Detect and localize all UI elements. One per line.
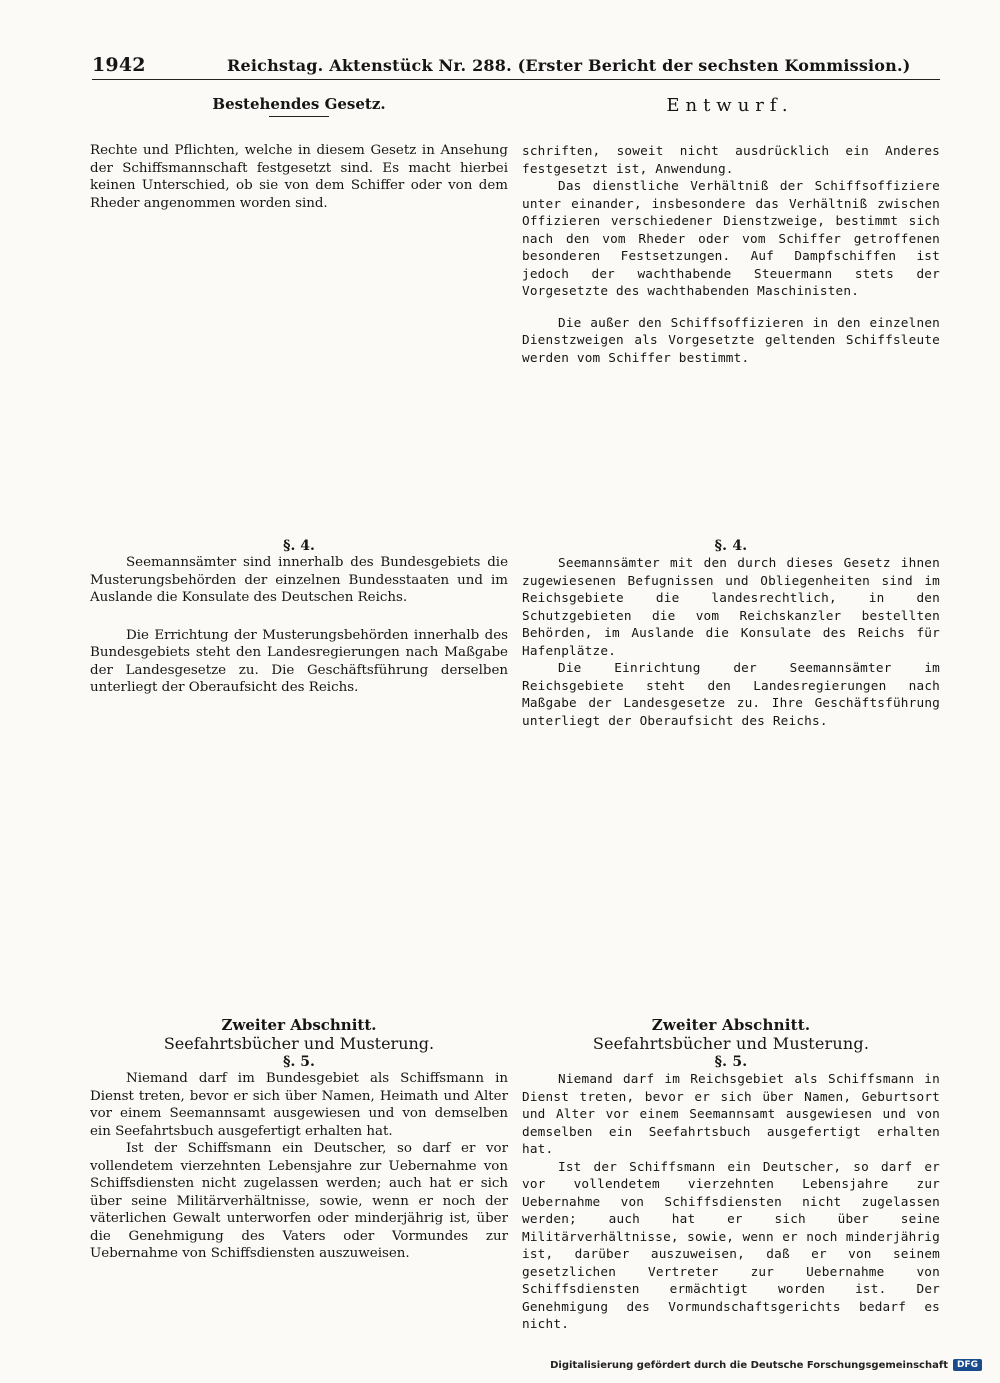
- left-s5-paragraph-2: Ist der Schiffsmann ein Deutscher, so darf er vor vollendetem vierzehnten Lebensjahre zur Uebernahme von Schiffsdiensten nicht zugelassen werden; auch hat er sich über seine Militärverhältnisse, sowie, wenn er noch der väterlichen Gewalt unterworfen oder minderjährig ist, über die Genehmigung des Vaters oder Vormundes zur Uebernahme von Schiffsdiensten auszuweisen.: [90, 1141, 508, 1261]
- page-header: [92, 48, 940, 78]
- dfg-logo-icon: DFG: [953, 1359, 982, 1371]
- left-s4-paragraph-2: Die Errichtung der Musterungsbehörden innerhalb des Bundesgebiets steht den Landesregierungen nach Maßgabe der Landesgesetze zu. Die Geschäftsführung derselben unterliegt der Oberaufsicht des Reichs.: [90, 627, 508, 695]
- right-s5-paragraph-1: Niemand darf im Reichsgebiet als Schiffsmann in Dienst treten, bevor er sich über Namen, Geburtsort und Alter vor einem Seemannsamt ausgewiesen und von demselben ein Seefahrtsbuch ausgefertigt erhalten hat.: [522, 1071, 940, 1156]
- right-section-subtitle: Seefahrtsbücher und Musterung.: [592, 1034, 870, 1053]
- left-s4-label: §. 4.: [283, 538, 315, 554]
- right-heading-text: Entwurf.: [666, 95, 794, 116]
- left-intro: [90, 142, 508, 212]
- left-s5-label: §. 5.: [283, 1054, 315, 1070]
- running-title: Reichstag. Aktenstück Nr. 288. (Erster Bericht der sechsten Kommission.): [227, 56, 911, 75]
- left-section-title: Zweiter Abschnitt.: [221, 1016, 377, 1034]
- page-number: 1942: [92, 54, 146, 76]
- right-s4-paragraph-1: Seemannsämter mit den durch dieses Gesetz ihnen zugewiesenen Befugnissen und Obliegenheiten sind im Reichsgebiete die landesrechtlich, in den Schutzgebieten die vom Reichskanzler bestellten Behörden, im Auslande die Konsulate des Reichs für Hafenplätze.: [522, 555, 940, 658]
- header-rule: [92, 79, 940, 80]
- right-section-title: Zweiter Abschnitt.: [651, 1016, 811, 1034]
- digitization-footer: [550, 1359, 982, 1371]
- left-section-5: [90, 1016, 508, 1263]
- footer-text: Digitalisierung gefördert durch die Deutsche Forschungsgemeinschaft: [550, 1359, 948, 1371]
- right-s4-paragraph-2: Die Einrichtung der Seemannsämter im Reichsgebiete steht den Landesregierungen nach Maßgabe der Landesgesetze zu. Ihre Geschäftsführung unterliegt der Oberaufsicht des Reichs.: [522, 660, 940, 728]
- right-section-4: [522, 538, 940, 729]
- right-intro: [522, 142, 940, 366]
- left-section-4: [90, 538, 508, 697]
- right-s5-paragraph-2: Ist der Schiffsmann ein Deutscher, so darf er vor vollendetem vierzehnten Lebensjahre zur Uebernahme von Schiffsdiensten nicht zugelassen werden; auch hat er sich über seine Militärverhältnisse, sowie, wenn er noch minderjährig ist, darüber auszuweisen, daß er von seinem gesetzlichen Vertreter zur Uebernahme von Schiffsdiensten ermächtigt worden ist. Der Genehmigung des Vormundschaftsgerichts bedarf es nicht.: [522, 1158, 940, 1331]
- left-s5-paragraph-1: Niemand darf im Bundesgebiet als Schiffsmann in Dienst treten, bevor er sich über Namen, Heimath und Alter vor einem Seemannsamt ausgewiesen und von demselben ein Seefahrtsbuch ausgefertigt erhalten hat.: [90, 1071, 508, 1139]
- right-intro-paragraph-2: Das dienstliche Verhältniß der Schiffsoffiziere unter einander, insbesondere das Verhältniß zwischen Offizieren verschiedener Dienstzweige, bestimmt sich nach den vom Rheder oder vom Schiffer getroffenen besonderen Festsetzungen. Auf Dampfschiffen ist jedoch der wachthabende Steuermann stets der Vorgesetzte des wachthabenden Maschinisten.: [522, 178, 940, 298]
- left-heading-text: Bestehendes Gesetz.: [212, 95, 386, 113]
- left-s4-paragraph-1: Seemannsämter sind innerhalb des Bundesgebiets die Musterungsbehörden der einzelnen Bundesstaaten und im Auslande die Konsulate des Deutschen Reichs.: [90, 555, 508, 605]
- heading-underline: [269, 116, 329, 117]
- right-intro-paragraph-1: schriften, soweit nicht ausdrücklich ein Anderes festgesetzt ist, Anwendung.: [522, 143, 940, 176]
- right-intro-paragraph-3: Die außer den Schiffsoffizieren in den einzelnen Dienstzweigen als Vorgesetzte geltenden Schiffsleute werden vom Schiffer bestimmt.: [522, 314, 940, 365]
- left-column-heading: [90, 95, 508, 117]
- right-s4-label: §. 4.: [714, 538, 748, 554]
- right-s5-label: §. 5.: [714, 1054, 748, 1070]
- left-section-subtitle: Seefahrtsbücher und Musterung.: [163, 1034, 435, 1053]
- left-intro-text: Rechte und Pflichten, welche in diesem Gesetz in Ansehung der Schiffsmannschaft festgesetzt sind. Es macht hierbei keinen Unterschied, ob sie von dem Schiffer oder von dem Rheder angenommen worden sind.: [90, 143, 508, 211]
- right-section-5: [522, 1016, 940, 1333]
- right-column-heading: [520, 95, 940, 116]
